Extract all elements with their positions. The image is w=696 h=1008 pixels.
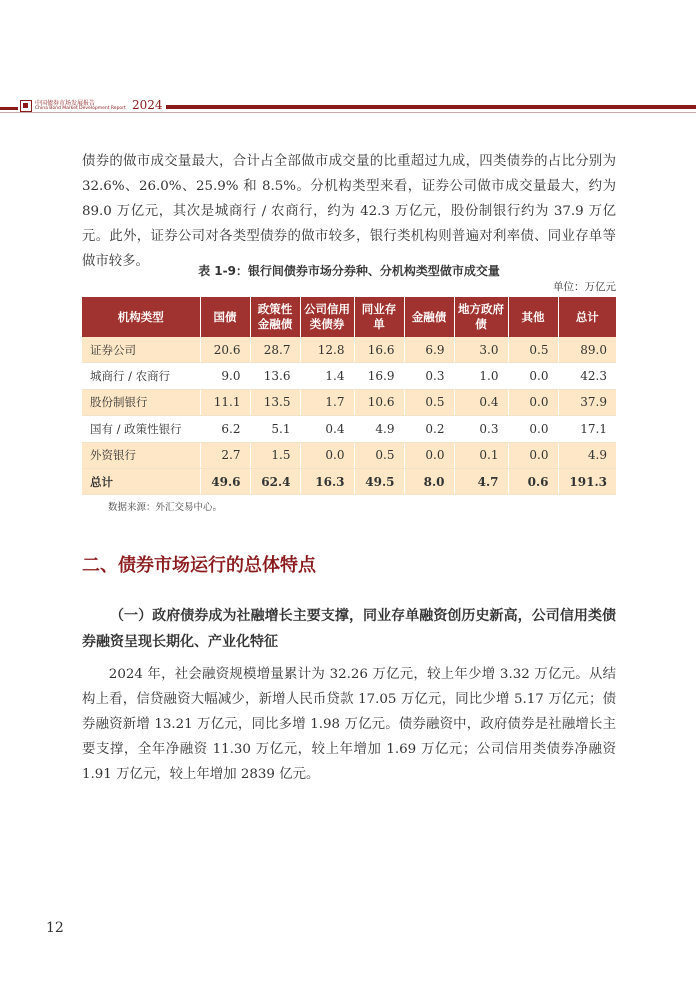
- table-cell: 9.0: [200, 363, 250, 389]
- table-cell: 4.7: [454, 468, 508, 494]
- column-header: 公司信用类债券: [300, 297, 354, 337]
- table-cell: 8.0: [404, 468, 454, 494]
- column-header: 地方政府债: [454, 297, 508, 337]
- table-row: [82, 389, 616, 415]
- table-cell: 6.2: [200, 416, 250, 442]
- table-cell: 49.6: [200, 468, 250, 494]
- table-cell: 0.1: [454, 442, 508, 468]
- body-paragraph: 2024 年，社会融资规模增量累计为 32.26 万亿元，较上年少增 3.32 万亿元。从结构上看，信贷融资大幅减少，新增人民币贷款 17.05 万亿元，同比少增 5.17 万亿元；债券融资新增 13.21 万亿元，同比多增 1.98 万亿元。债券融资中，政府债券是社融增长主要支撑，全年净融资 11.30 万亿元，较上年增加 1.69 万亿元；公司信用类债券净融资 1.91 万亿元，较上年增加 2839 亿元。: [82, 667, 616, 782]
- table-cell: 4.9: [354, 416, 404, 442]
- row-label: 外资银行: [82, 442, 200, 468]
- table-cell: 0.0: [508, 416, 558, 442]
- table-cell: 0.5: [404, 389, 454, 415]
- table-cell: 16.6: [354, 337, 404, 363]
- intro-paragraph: 债券的做市成交量最大，合计占全部做市成交量的比重超过九成，四类债券的占比分别为 32.6%、26.0%、25.9% 和 8.5%。分机构类型来看，证券公司做市成交量最大，约为 89.0 万亿元，其次是城商行 / 农商行，约为 42.3 万亿元，股份制银行约为 37.9 万亿元。此外，证券公司对各类型债券的做市较多，银行类机构则普遍对利率债、同业存单等做市较多。: [82, 154, 616, 269]
- row-label: 总计: [82, 468, 200, 494]
- table-cell: 1.4: [300, 363, 354, 389]
- header-bar-left: [0, 107, 18, 110]
- table-row: [82, 363, 616, 389]
- table-cell: 16.9: [354, 363, 404, 389]
- table-cell: 37.9: [558, 389, 616, 415]
- table-cell: 0.2: [404, 416, 454, 442]
- header-bar-right: [166, 105, 696, 109]
- page-header: [0, 96, 696, 124]
- table-cell: 0.6: [508, 468, 558, 494]
- table-cell: 0.3: [454, 416, 508, 442]
- row-label: 股份制银行: [82, 389, 200, 415]
- table-title: 表 1-9：银行间债券市场分券种、分机构类型做市成交量: [198, 264, 500, 278]
- table-source: 数据来源：外汇交易中心。: [108, 502, 223, 513]
- header-title-cn: 中国债券市场发展报告: [35, 100, 96, 107]
- table-cell: 0.0: [300, 442, 354, 468]
- table-cell: 42.3: [558, 363, 616, 389]
- table-unit: 单位：万亿元: [553, 281, 616, 293]
- table-cell: 1.0: [454, 363, 508, 389]
- table-cell: 16.3: [300, 468, 354, 494]
- row-label: 证券公司: [82, 337, 200, 363]
- table-cell: 1.7: [300, 389, 354, 415]
- table-cell: 12.8: [300, 337, 354, 363]
- table-cell: 89.0: [558, 337, 616, 363]
- section-title: 二、债券市场运行的总体特点: [82, 555, 316, 576]
- table-row: [82, 337, 616, 363]
- table-cell: 6.9: [404, 337, 454, 363]
- table-cell: 11.1: [200, 389, 250, 415]
- table-cell: 0.0: [508, 389, 558, 415]
- table-cell: 62.4: [250, 468, 300, 494]
- column-header: 总计: [558, 297, 616, 337]
- table-cell: 5.1: [250, 416, 300, 442]
- table-cell: 10.6: [354, 389, 404, 415]
- table-header-row: [82, 297, 616, 337]
- market-making-table: [82, 297, 616, 495]
- column-header: 金融债: [404, 297, 454, 337]
- table-cell: 0.0: [404, 442, 454, 468]
- table-cell: 0.4: [454, 389, 508, 415]
- column-header: 政策性金融债: [250, 297, 300, 337]
- row-label: 国有 / 政策性银行: [82, 416, 200, 442]
- table-cell: 1.5: [250, 442, 300, 468]
- table-cell: 2.7: [200, 442, 250, 468]
- header-divider: [0, 112, 696, 113]
- table-row: [82, 416, 616, 442]
- table-total-row: [82, 468, 616, 494]
- page-number: 12: [46, 920, 64, 936]
- table-cell: 4.9: [558, 442, 616, 468]
- table-cell: 0.5: [354, 442, 404, 468]
- header-year: 2024: [132, 98, 163, 112]
- column-header: 其他: [508, 297, 558, 337]
- table-cell: 13.6: [250, 363, 300, 389]
- table-cell: 0.5: [508, 337, 558, 363]
- column-header: 同业存单: [354, 297, 404, 337]
- table-cell: 13.5: [250, 389, 300, 415]
- table-row: [82, 442, 616, 468]
- table-cell: 191.3: [558, 468, 616, 494]
- table-cell: 20.6: [200, 337, 250, 363]
- subsection-title: （一）政府债券成为社融增长主要支撑，同业存单融资创历史新高，公司信用类债券融资呈现长期化、产业化特征: [82, 608, 616, 650]
- table-cell: 0.3: [404, 363, 454, 389]
- column-header: 国债: [200, 297, 250, 337]
- table-cell: 3.0: [454, 337, 508, 363]
- table-cell: 0.0: [508, 442, 558, 468]
- table-cell: 17.1: [558, 416, 616, 442]
- column-header: 机构类型: [82, 297, 200, 337]
- table-cell: 0.0: [508, 363, 558, 389]
- table-cell: 28.7: [250, 337, 300, 363]
- row-label: 城商行 / 农商行: [82, 363, 200, 389]
- report-logo-icon: [20, 100, 32, 112]
- table-cell: 49.5: [354, 468, 404, 494]
- table-cell: 0.4: [300, 416, 354, 442]
- header-title-en: China Bond Market Development Report: [35, 106, 126, 111]
